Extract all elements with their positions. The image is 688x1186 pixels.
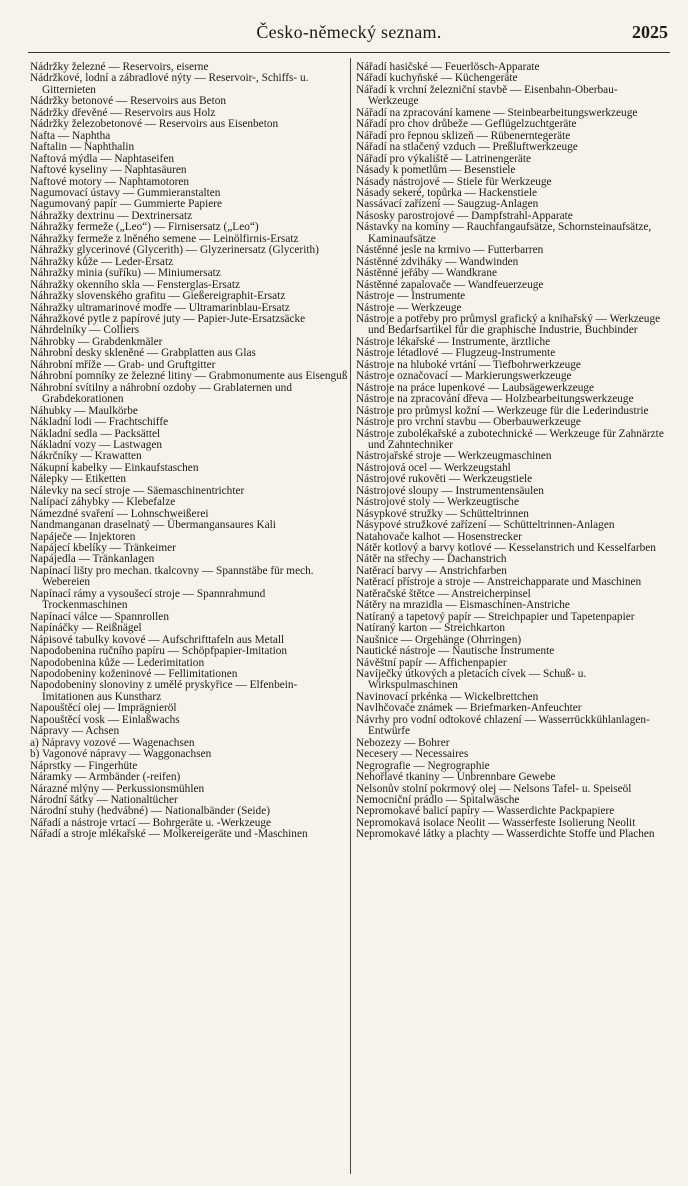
dictionary-entry: b) Vagonové nápravy — Waggonachsen [30, 748, 212, 761]
dictionary-entry: Nautické nástroje — Nautische Instrumente [356, 645, 555, 658]
dictionary-entry: Nádržkové, lodní a zábradlové nýty — Reservoir-, Schiffs- u. Gitternieten [30, 72, 309, 96]
dictionary-entry: Náhrobní desky skleněné — Grabplatten aus Glas [30, 347, 256, 360]
dictionary-entry: Náhražky minia (suříku) — Miniumersatz [30, 267, 221, 280]
dictionary-entry: Náhubky — Maulkörbe [30, 404, 138, 417]
column-divider [350, 58, 351, 1174]
dictionary-entry: Náhražky fermeže („Leo“) — Firnisersatz („Leo“) [30, 221, 259, 234]
dictionary-entry: Nádržky betonové — Reservoirs aus Beton [30, 95, 227, 108]
dictionary-entry: Nagumovací ústavy — Gummieranstalten [30, 186, 221, 199]
dictionary-entry: Nástroje na práce lupenkové — Laubsägewerkzeuge [356, 381, 595, 394]
dictionary-entry: Navinovací prkénka — Wickelbrettchen [356, 690, 539, 703]
dictionary-entry: Napodobenina ručního papíru — Schöpfpapier-Imitation [30, 645, 288, 658]
dictionary-entry: Náhrobní pomníky ze železné litiny — Grabmonumente aus Eisenguß [30, 370, 348, 383]
dictionary-entry: Nebozezy — Bohrer [356, 736, 450, 749]
dictionary-entry: Nemocniční prádlo — Spitalwäsche [356, 794, 520, 806]
dictionary-entry: a) Nápravy vozové — Wagenachsen [30, 736, 195, 749]
dictionary-entry: Napodobeniny koženinové — Fellimitationen [30, 668, 238, 681]
dictionary-entry: Národní stuhy (hedvábné) — Nationalbänder (Seide) [30, 805, 270, 818]
dictionary-entry: Nářadí a stroje mlékařské — Molkereigeräte und -Maschinen [30, 828, 308, 841]
dictionary-entry: Nagumovaný papír — Gummierte Papiere [30, 198, 222, 211]
dictionary-entry: Náhražkové pytle z papírové juty — Papier-Jute-Ersatzsäcke [30, 312, 306, 325]
dictionary-entry: Nálepky — Etiketten [30, 473, 126, 486]
dictionary-entry: Nákladní vozy — Lastwagen [30, 438, 163, 451]
dictionary-entry: Napodobenina kůže — Lederimitation [30, 656, 205, 669]
dictionary-entry: Nástroje pro průmysl kožní — Werkzeuge für die Lederindustrie [356, 404, 649, 417]
dictionary-entry: Náhražky slovenského grafitu — Gießereigraphit-Ersatz [30, 290, 286, 303]
dictionary-entry: Nalípací záhybky — Klebefalze [30, 496, 176, 509]
dictionary-entry: Náhražky fermeže z lněného semene — Leinölfirnis-Ersatz [30, 232, 299, 245]
dictionary-entry: Nářadí a nástroje vrtací — Bohrgeräte u. -Werkzeuge [30, 816, 272, 829]
dictionary-entry: Nepromokavé balicí papíry — Wasserdichte Packpapiere [356, 805, 615, 818]
dictionary-entry: Nářadí na stlačený vzduch — Preßluftwerkzeuge [356, 141, 578, 154]
dictionary-entry: Náhrobky — Grabdenkmäler [30, 335, 163, 348]
dictionary-entry: Násypové stružkové zařízení — Schütteltrinnen-Anlagen [356, 519, 615, 532]
dictionary-entry: Nehořlavé tkaniny — Unbrennbare Gewebe [356, 771, 556, 784]
dictionary-entry: Nelsonův stolní pokrmový olej — Nelsons Tafel- u. Speiseöl [356, 782, 632, 795]
dictionary-entry: Natahovače kalhot — Hosenstrecker [356, 530, 522, 543]
dictionary-entry: Nepromokavé látky a plachty — Wasserdichte Stoffe und Plachen [356, 828, 655, 841]
dictionary-entry: Nárazné mlýny — Perkussionsmühlen [30, 782, 205, 795]
header-rule [28, 52, 670, 53]
dictionary-entry: Nástěnné zapalovače — Wandfeuerzeuge [356, 278, 544, 291]
dictionary-entry: Nákupní kabelky — Einkaufstaschen [30, 461, 199, 474]
dictionary-entry: Nákrčníky — Krawatten [30, 450, 142, 463]
dictionary-entry: Násady sekeré, topůrka — Hackenstiele [356, 186, 537, 199]
dictionary-entry: Naftové kyseliny — Naphtasäuren [30, 164, 187, 177]
dictionary-entry: Nátěr kotlový a barvy kotlové — Kesselanstrich und Kesselfarben [356, 542, 656, 555]
dictionary-entry: Napájecí kbelíky — Tränkeimer [30, 542, 176, 555]
dictionary-entry: Nářadí pro řepnou sklizeň — Rübenerntegeräte [356, 129, 571, 142]
dictionary-entry: Nepromokavá isolace Neolit — Wasserfeste Isolierung Neolit [356, 816, 636, 829]
dictionary-entry: Napínáčky — Reißnägel [30, 622, 142, 635]
dictionary-entry: Natíraný karton — Streichkarton [356, 622, 506, 635]
dictionary-entry: Návrhy pro vodní odtokové chlazení — Wasserrückkühlanlagen-Entwürfe [356, 713, 650, 738]
dictionary-entry: Nástrojařské stroje — Werkzeugmaschinen [356, 450, 552, 463]
right-column [356, 62, 668, 841]
dictionary-entry: Naftová mýdla — Naphtaseifen [30, 152, 174, 165]
dictionary-entry: Nástroje pro vrchní stavbu — Oberbauwerkzeuge [356, 416, 581, 429]
dictionary-entry: Nandmanganan draselnatý — Übermangansaures Kali [30, 519, 276, 532]
dictionary-entry: Nástrojové stoly — Werkzeugtische [356, 496, 519, 509]
dictionary-entry: Národní šátky — Nationaltücher [30, 794, 178, 806]
dictionary-entry: Nassávací zařízení — Saugzug-Anlagen [356, 198, 539, 211]
dictionary-entry: Nástroje zubolékařské a zubotechnické — Werkzeuge für Zahnärzte und Zahntechniker [356, 427, 664, 451]
dictionary-entry: Násypkové stružky — Schütteltrinnen [356, 507, 529, 520]
dictionary-entry: Násady k pometlům — Besenstiele [356, 164, 516, 177]
dictionary-entry: Námezdné svaření — Lohnschweißerei [30, 507, 209, 520]
dictionary-entry: Náhražky kůže — Leder-Ersatz [30, 255, 174, 268]
dictionary-entry: Náhražky dextrinu — Dextrinersatz [30, 209, 193, 222]
dictionary-entry: Násosky parostrojové — Dampfstrahl-Apparate [356, 209, 573, 222]
dictionary-entry: Náhrobní svítilny a náhrobní ozdoby — Grablaternen und Grabdekorationen [30, 381, 292, 406]
page-number: 2025 [632, 22, 668, 42]
dictionary-entry: Nářadí na zpracování kamene — Steinbearbeitungswerkzeuge [356, 106, 638, 119]
dictionary-entry: Nástěnné jesle na krmivo — Futterbarren [356, 244, 544, 257]
dictionary-entry: Napínací válce — Spannrollen [30, 610, 169, 623]
dictionary-entry: Necesery — Necessaires [356, 748, 469, 761]
page-header [30, 22, 668, 48]
dictionary-entry: Nápisové tabulky kovové — Aufschrifttafeln aus Metall [30, 633, 285, 646]
dictionary-entry: Naftové motory — Naphtamotoren [30, 175, 190, 188]
dictionary-entry: Napínací lišty pro mechan. tkalcovny — Spannstäbe für mech. Webereien [30, 564, 314, 589]
dictionary-entry: Navíječky útkových a pletacích cívek — Schuß- u. Wirkspulmaschinen [356, 668, 587, 692]
page-title: Česko-německý seznam. [256, 22, 442, 42]
dictionary-entry: Nástroje označovací — Markierungswerkzeuge [356, 370, 572, 383]
dictionary-entry: Napouštěcí vosk — Einlaßwachs [30, 713, 180, 726]
dictionary-entry: Nástěnné zdviháky — Wandwinden [356, 255, 519, 268]
dictionary-entry: Nástroje lékařské — Instrumente, ärztliche [356, 335, 551, 348]
dictionary-entry: Nástavky na komíny — Rauchfangaufsätze, Schornsteinaufsätze, Kaminaufsätze [356, 221, 652, 245]
dictionary-entry: Náprstky — Fingerhüte [30, 759, 138, 772]
dictionary-entry: Nafta — Naphtha [30, 129, 111, 142]
dictionary-entry: Navlhčovače známek — Briefmarken-Anfeuchter [356, 702, 582, 715]
dictionary-entry: Napáječe — Injektoren [30, 530, 136, 543]
dictionary-entry: Nátěry na mrazidla — Eismaschinen-Anstriche [356, 599, 570, 612]
dictionary-entry: Nástroje — Instrumente [356, 290, 466, 303]
dictionary-entry: Náhrobní mříže — Grab- und Gruftgitter [30, 358, 216, 371]
dictionary-entry: Nástrojová ocel — Werkzeugstahl [356, 461, 511, 474]
dictionary-entry: Nástěnné jeřáby — Wandkrane [356, 267, 497, 280]
dictionary-entry: Nářadí hasičské — Feuerlösch-Apparate [356, 61, 540, 73]
dictionary-entry: Nástroje na hluboké vrtání — Tiefbohrwerkzeuge [356, 358, 581, 371]
dictionary-entry: Nářadí pro výkaliště — Latrinengeräte [356, 152, 532, 165]
dictionary-entry: Nástroje a potřeby pro průmysl grafický a knihařský — Werkzeuge und Bedarfsartikel für die graphische Industrie, Buchbinder [356, 312, 661, 337]
dictionary-entry: Napájedla — Tränkanlagen [30, 553, 155, 566]
dictionary-entry: Nástroje na zpracování dřeva — Holzbearbeitungswerkzeuge [356, 393, 634, 406]
dictionary-entry: Nástroje — Werkzeuge [356, 301, 462, 314]
dictionary-entry: Natěrací barvy — Anstrichfarben [356, 564, 507, 577]
dictionary-entry: Napodobeniny slonoviny z umělé pryskyřice — Elfenbein-Imitationen aus Kunstharz [30, 679, 298, 703]
dictionary-entry: Nádržky dřevěné — Reservoirs aus Holz [30, 106, 216, 119]
dictionary-entry: Náhražky glycerinové (Glycerith) — Glyzerinersatz (Glycerith) [30, 244, 319, 257]
dictionary-entry: Náramky — Armbänder (-reifen) [30, 771, 181, 784]
dictionary-entry: Nákladní sedla — Packsättel [30, 427, 161, 440]
left-column [30, 62, 348, 841]
dictionary-entry: Napouštěcí olej — Imprägnieröl [30, 702, 177, 715]
dictionary-entry: Natěrací přístroje a stroje — Anstreichapparate und Maschinen [356, 576, 642, 589]
dictionary-entry: Náhražky ultramarinové modře — Ultramarinblau-Ersatz [30, 301, 290, 314]
dictionary-entry: Nářadí kuchyňské — Küchengeräte [356, 72, 518, 85]
dictionary-entry: Natěračské štětce — Anstreicherpinsel [356, 587, 531, 600]
dictionary-entry: Nápravy — Achsen [30, 725, 120, 738]
dictionary-entry: Nákladní lodi — Frachtschiffe [30, 416, 169, 429]
dictionary-entry: Nálevky na secí stroje — Säemaschinentrichter [30, 484, 245, 497]
dictionary-entry: Naušnice — Orgehänge (Ohrringen) [356, 633, 522, 646]
dictionary-entry: Nádržky železné — Reservoirs, eiserne [30, 61, 209, 73]
dictionary-entry: Náhražky okenního skla — Fensterglas-Ersatz [30, 278, 240, 291]
dictionary-entry: Nástrojové sloupy — Instrumentensäulen [356, 484, 544, 497]
dictionary-entry: Nářadí pro chov drůbeže — Geflügelzuchtgeräte [356, 118, 577, 131]
dictionary-entry: Násady nástrojové — Stiele für Werkzeuge [356, 175, 552, 188]
dictionary-entry: Nádržky železobetonové — Reservoirs aus Eisenbeton [30, 118, 279, 131]
dictionary-entry: Nástroje létadlové — Flugzeug-Instrumente [356, 347, 556, 360]
dictionary-entry: Natíraný a tapetový papír — Streichpapier und Tapetenpapier [356, 610, 635, 623]
dictionary-entry: Napínací rámy a vysoušecí stroje — Spannrahmund Trockenmaschinen [30, 587, 266, 612]
dictionary-entry: Náhrdelníky — Colliers [30, 324, 140, 337]
dictionary-entry: Návěštní papír — Affichenpapier [356, 656, 507, 669]
dictionary-entry: Nářadí k vrchní železniční stavbě — Eisenbahn-Oberbau-Werkzeuge [356, 83, 618, 108]
dictionary-entry: Naftalin — Naphthalin [30, 141, 135, 154]
dictionary-entry: Nátěr na střechy — Dachanstrich [356, 553, 507, 566]
dictionary-entry: Negrografie — Negrographie [356, 759, 490, 772]
dictionary-entry: Nástrojové rukověti — Werkzeugstiele [356, 473, 533, 486]
